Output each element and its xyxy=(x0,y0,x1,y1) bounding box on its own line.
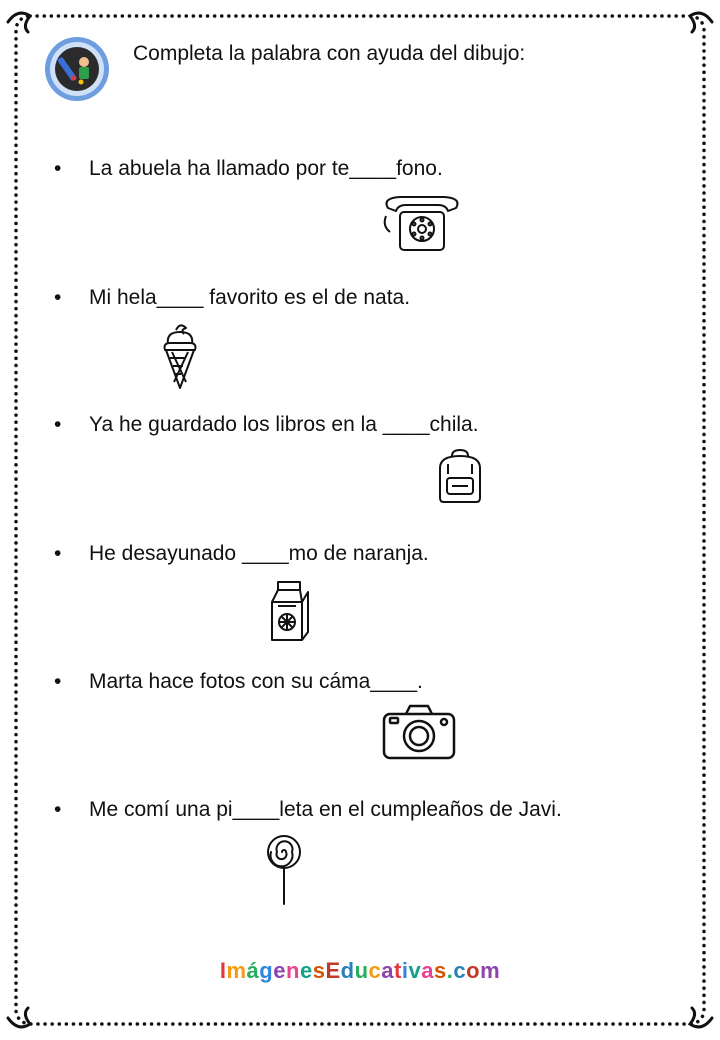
lollipop-icon xyxy=(264,834,304,908)
brand-letter: s xyxy=(434,958,447,983)
exercise-item-5 xyxy=(54,670,423,694)
brand-letter: a xyxy=(381,958,395,983)
telephone-icon xyxy=(380,194,464,254)
brand-letter: c xyxy=(368,958,382,983)
brand-letter: o xyxy=(466,958,481,983)
brand-letter: s xyxy=(312,958,326,983)
brand-letter: e xyxy=(299,958,313,983)
brand-letter: d xyxy=(340,958,355,983)
exercise-sentence: Ya he guardado los libros en la ____chila. xyxy=(89,413,479,436)
brand-letter: I xyxy=(219,958,227,983)
bullet: • xyxy=(54,542,62,565)
exercise-sentence: La abuela ha llamado por te____fono. xyxy=(89,157,443,180)
brand-letter: v xyxy=(408,958,422,983)
brand-letter: . xyxy=(446,958,454,983)
exercise-sentence: He desayunado ____mo de naranja. xyxy=(89,542,429,565)
brand-letter: u xyxy=(354,958,369,983)
brand-letter: E xyxy=(325,958,341,983)
bullet: • xyxy=(54,798,62,821)
brand-letter: a xyxy=(421,958,434,983)
brand-letter: i xyxy=(401,958,409,983)
bullet: • xyxy=(54,670,62,693)
exercise-sentence: Marta hace fotos con su cáma____. xyxy=(89,670,423,693)
exercise-item-6 xyxy=(54,798,562,822)
exercise-sentence: Mi hela____ favorito es el de nata. xyxy=(89,286,411,309)
exercise-item-4 xyxy=(54,542,429,566)
exercise-item-1 xyxy=(54,157,443,181)
juice-carton-icon xyxy=(268,578,312,644)
exercise-sentence: Me comí una pi____leta en el cumpleaños de Javi. xyxy=(89,798,562,821)
school-logo-icon xyxy=(44,36,110,102)
bullet: • xyxy=(54,286,62,309)
exercise-item-2 xyxy=(54,286,410,310)
brand-letter: t xyxy=(394,958,402,983)
camera-icon xyxy=(380,704,458,762)
brand-letter: m xyxy=(226,958,247,983)
brand-letter: e xyxy=(273,958,286,983)
bullet: • xyxy=(54,157,62,180)
brand-letter: g xyxy=(259,958,274,983)
bullet: • xyxy=(54,413,62,436)
instruction-text: Completa la palabra con ayuda del dibujo: xyxy=(133,42,526,65)
exercise-item-3 xyxy=(54,413,479,437)
ice-cream-cone-icon xyxy=(160,322,200,390)
brand-letter: m xyxy=(480,958,501,983)
brand-letter: c xyxy=(453,958,467,983)
brand-letter: á xyxy=(246,958,260,983)
brand-logo xyxy=(0,958,720,984)
backpack-icon xyxy=(434,448,486,504)
brand-letter: n xyxy=(286,958,300,983)
